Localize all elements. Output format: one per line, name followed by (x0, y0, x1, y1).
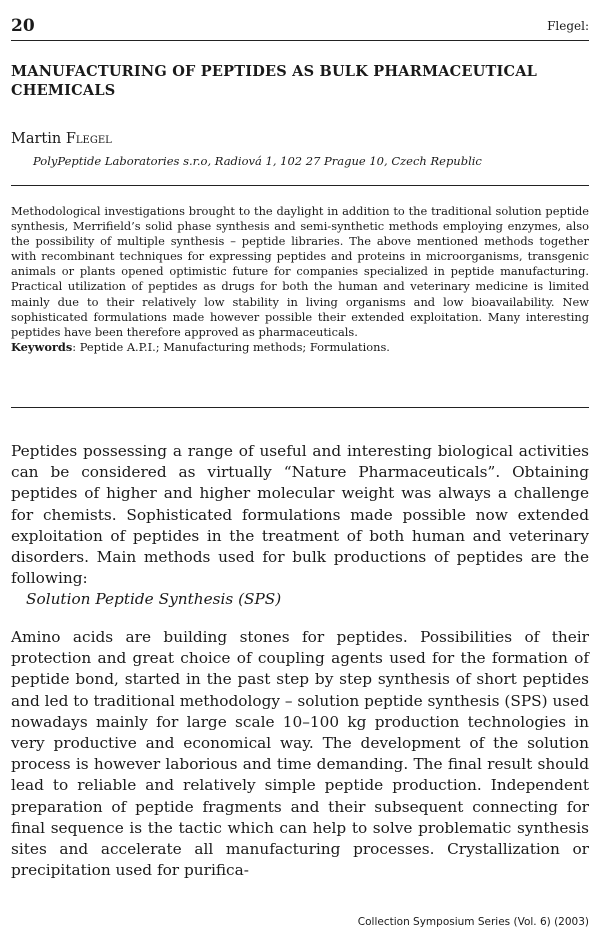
section-paragraph: Amino acids are building stones for peptides. Possibilities of their protection and great choice of coupling agents used for the formation of peptide bond, started in the past step by step synthesis of short peptides and led to traditional methodology – solution peptide synthesis (SPS) used nowadays mainly for large scale 10–100 kg production technologies in very productive and economical way. The development of the solution process is however laborious and time demanding. The final result should lead to reliable and relatively simple peptide production. Independent preparation of peptide fragments and their subsequent connecting for final sequence is the tactic which can help to solve problematic synthesis sites and accelerate all manufacturing processes. Crystallization or precipitation used for purifica- (11, 628, 589, 880)
abstract-top-rule (11, 185, 589, 186)
abstract-bottom-rule (11, 407, 589, 408)
author-last-name: Flegel (65, 131, 112, 147)
article-title: MANUFACTURING OF PEPTIDES AS BULK PHARMACEUTICAL CHEMICALS (11, 63, 538, 99)
section-heading: Solution Peptide Synthesis (SPS) (26, 590, 282, 608)
header-rule (11, 40, 589, 41)
paper-page (11, 0, 589, 941)
footer-series: Collection Symposium Series (Vol. 6) (2003) (357, 916, 589, 928)
running-head-text: Flegel: (547, 19, 589, 33)
abstract (11, 204, 589, 355)
intro-paragraph: Peptides possessing a range of useful and interesting biological activities can be considered as virtually “Nature Pharmaceuticals”. Obtaining peptides of higher and higher molecular weight was always a challenge for chemists. Sophisticated formulations made possible now extended exploitation of peptides in the treatment of both human and veterinary disorders. Main methods used for bulk productions of peptides are the following: (11, 442, 589, 588)
author-first-name: Martin (11, 131, 62, 147)
page-number: 20 (11, 16, 35, 36)
author-name (11, 131, 112, 147)
keywords-list: : Peptide A.P.I.; Manufacturing methods; Formulations. (72, 339, 390, 354)
keywords-label: Keywords (11, 339, 73, 354)
abstract-text: Methodological investigations brought to the daylight in addition to the traditional solution peptide synthesis, Merrifield’s solid phase synthesis and semi-synthetic methods employing enzymes, also the possibility of multiple synthesis – peptide libraries. The above mentioned methods together with recombinant techniques for expressing peptides and proteins in microorganisms, transgenic animals or plants opened optimistic future for companies specialized in peptide manufacturing. Practical utilization of peptides as drugs for both the human and veterinary medicine is limited mainly due to their relatively low stability in living organisms and low bioavailability. New sophisticated formulations made however possible their extended exploitation. Many interesting peptides have been therefore approved as pharmaceuticals. (11, 204, 589, 339)
keywords-line (11, 340, 589, 355)
running-header (11, 14, 589, 38)
author-affiliation: PolyPeptide Laboratories s.r.o, Radiová 1, 102 27 Prague 10, Czech Republic (33, 154, 482, 168)
